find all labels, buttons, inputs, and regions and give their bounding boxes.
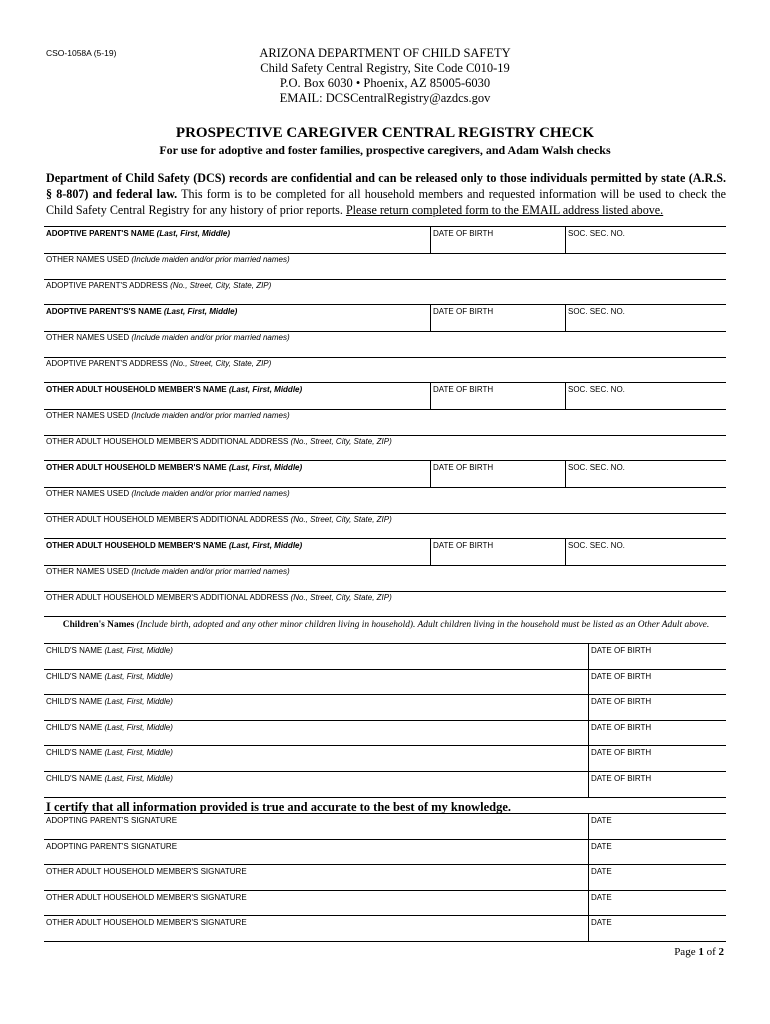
children-title: Children's Names [62,620,135,630]
child-dob-label: DATE OF BIRTH [591,723,652,732]
column-divider [565,460,566,487]
dob-label: DATE OF BIRTH [433,307,494,316]
intro-bold: Department of Child Safety (DCS) records are confidential and can be released only to those individuals permitted by state (A.R.S. § 8-807) and federal law. [46,171,726,201]
child-name-hint: (Last, First, Middle) [104,723,173,732]
adoptive-parent-2-dob-field[interactable] [433,307,493,317]
name-hint: (Last, First, Middle) [163,307,238,316]
row-divider [44,941,726,942]
child-dob-label: DATE OF BIRTH [591,774,652,783]
address-hint: (No., Street, City, State, ZIP) [290,515,392,524]
ssn-label: SOC. SEC. NO. [568,385,625,394]
signature-1-field[interactable] [46,816,177,826]
signature-label: OTHER ADULT HOUSEHOLD MEMBER'S SIGNATURE [46,893,247,902]
signature-label: OTHER ADULT HOUSEHOLD MEMBER'S SIGNATURE [46,918,247,927]
form-title: PROSPECTIVE CAREGIVER CENTRAL REGISTRY CHECK [175,125,595,141]
row-divider [44,565,726,566]
child-3-name-field[interactable] [46,697,173,707]
row-divider [44,915,726,916]
page-prefix: Page [674,946,699,958]
address-label: ADOPTIVE PARENT'S ADDRESS [46,359,168,368]
child-6-name-field[interactable] [46,774,173,784]
name-hint: (Last, First, Middle) [156,229,231,238]
signature-2-field[interactable] [46,842,177,852]
adoptive-parent-2-name-field[interactable] [46,307,237,317]
name-hint: (Last, First, Middle) [228,541,303,550]
certification-statement: I certify that all information provided is true and accurate to the best of my knowledge. [46,800,512,814]
address-hint: (No., Street, City, State, ZIP) [290,437,392,446]
row-divider [44,591,726,592]
other-names-hint: (Include maiden and/or prior married names) [131,411,290,420]
child-name-label: CHILD'S NAME [46,672,103,681]
column-divider [588,669,589,694]
other-adult-2-ssn-field[interactable] [568,463,625,473]
other-names-hint: (Include maiden and/or prior married names) [131,567,290,576]
child-4-name-field[interactable] [46,723,173,733]
column-divider [588,720,589,745]
ssn-label: SOC. SEC. NO. [568,541,625,550]
agency-line: Child Safety Central Registry, Site Code C010-19 [260,61,510,75]
column-divider [588,813,589,839]
column-divider [588,643,589,669]
column-divider [565,226,566,253]
date-label: DATE [591,816,612,825]
other-adult-2-other-names-field[interactable] [46,489,290,499]
address-hint: (No., Street, City, State, ZIP) [170,281,272,290]
other-adult-1-ssn-field[interactable] [568,385,625,395]
signature-2-date-field[interactable] [591,842,612,852]
other-adult-3-name-field[interactable] [46,541,302,551]
other-adult-1-address-field[interactable] [46,437,392,447]
child-5-dob-field[interactable] [591,748,651,758]
adoptive-parent-1-name-field[interactable] [46,229,230,239]
name-hint: (Last, First, Middle) [228,385,303,394]
row-divider [44,382,726,383]
column-divider [430,460,431,487]
column-divider [565,538,566,565]
adoptive-parent-1-dob-field[interactable] [433,229,493,239]
agency-line: EMAIL: DCSCentralRegistry@azdcs.gov [279,91,491,105]
form-code: CSO-1058A (5-19) [46,48,117,58]
adoptive-parent-1-ssn-field[interactable] [568,229,625,239]
row-divider [44,487,726,488]
date-label: DATE [591,918,612,927]
other-adult-2-name-field[interactable] [46,463,302,473]
address-hint: (No., Street, City, State, ZIP) [290,593,392,602]
dob-label: DATE OF BIRTH [433,385,494,394]
signature-3-field[interactable] [46,867,247,877]
column-divider [430,382,431,409]
address-label: OTHER ADULT HOUSEHOLD MEMBER'S ADDITIONAL ADDRESS [46,515,289,524]
row-divider [44,279,726,280]
child-4-dob-field[interactable] [591,723,651,733]
page-current: 1 [698,946,704,958]
adoptive-parent-2-ssn-field[interactable] [568,307,625,317]
adoptive-parent-2-address-field[interactable] [46,359,271,369]
address-hint: (No., Street, City, State, ZIP) [170,359,272,368]
signature-label: ADOPTING PARENT'S SIGNATURE [46,842,178,851]
page-number [674,946,724,958]
other-adult-3-other-names-field[interactable] [46,567,290,577]
column-divider [588,694,589,720]
child-2-dob-field[interactable] [591,672,651,682]
signature-3-date-field[interactable] [591,867,612,877]
date-label: DATE [591,867,612,876]
name-label: ADOPTIVE PARENT'S NAME [46,229,155,238]
column-divider [430,304,431,331]
signature-1-date-field[interactable] [591,816,612,826]
name-label: OTHER ADULT HOUSEHOLD MEMBER'S NAME [46,385,227,394]
row-divider [44,839,726,840]
child-name-label: CHILD'S NAME [46,697,103,706]
child-name-hint: (Last, First, Middle) [104,672,173,681]
child-5-name-field[interactable] [46,748,173,758]
children-hint: (Include birth, adopted and any other minor children living in household). Adult children living in the household must be listed as an Other Adult above. [136,620,710,630]
signature-5-date-field[interactable] [591,918,612,928]
child-name-hint: (Last, First, Middle) [104,748,173,757]
row-divider [44,538,726,539]
row-divider [44,513,726,514]
row-divider [44,864,726,865]
child-1-name-field[interactable] [46,646,173,656]
dob-label: DATE OF BIRTH [433,463,494,472]
child-name-label: CHILD'S NAME [46,646,103,655]
signature-4-date-field[interactable] [591,893,612,903]
row-divider [44,435,726,436]
child-name-label: CHILD'S NAME [46,774,103,783]
other-adult-3-address-field[interactable] [46,593,392,603]
signature-label: ADOPTING PARENT'S SIGNATURE [46,816,178,825]
row-divider [44,694,726,695]
date-label: DATE [591,893,612,902]
child-2-name-field[interactable] [46,672,173,682]
column-divider [588,745,589,771]
column-divider [588,771,589,797]
other-names-hint: (Include maiden and/or prior married names) [131,255,290,264]
column-divider [430,226,431,253]
other-adult-3-ssn-field[interactable] [568,541,625,551]
row-divider [44,226,726,227]
adoptive-parent-2-other-names-field[interactable] [46,333,290,343]
agency-line: P.O. Box 6030 • Phoenix, AZ 85005-6030 [279,76,491,90]
row-divider [44,797,726,798]
row-divider [44,331,726,332]
row-divider [44,771,726,772]
child-name-hint: (Last, First, Middle) [104,646,173,655]
other-adult-1-name-field[interactable] [46,385,302,395]
form-subtitle: For use for adoptive and foster families, prospective caregivers, and Adam Walsh checks [159,143,611,157]
other-names-label: OTHER NAMES USED [46,567,130,576]
row-divider [44,304,726,305]
adoptive-parent-1-address-field[interactable] [46,281,271,291]
row-divider [44,409,726,410]
other-adult-2-dob-field[interactable] [433,463,493,473]
row-divider [44,643,726,644]
other-adult-2-address-field[interactable] [46,515,392,525]
dob-label: DATE OF BIRTH [433,541,494,550]
address-label: OTHER ADULT HOUSEHOLD MEMBER'S ADDITIONAL ADDRESS [46,437,289,446]
other-names-label: OTHER NAMES USED [46,489,130,498]
agency-line: ARIZONA DEPARTMENT OF CHILD SAFETY [259,46,511,60]
other-names-label: OTHER NAMES USED [46,333,130,342]
children-note [46,620,726,631]
row-divider [44,616,726,617]
child-dob-label: DATE OF BIRTH [591,646,652,655]
row-divider [44,745,726,746]
row-divider [44,720,726,721]
other-names-label: OTHER NAMES USED [46,411,130,420]
page-total: 2 [718,946,724,958]
column-divider [430,538,431,565]
other-names-label: OTHER NAMES USED [46,255,130,264]
signature-4-field[interactable] [46,893,247,903]
child-name-hint: (Last, First, Middle) [104,774,173,783]
address-label: ADOPTIVE PARENT'S ADDRESS [46,281,168,290]
row-divider [44,890,726,891]
other-adult-1-dob-field[interactable] [433,385,493,395]
name-label: ADOPTIVE PARENT'S'S NAME [46,307,162,316]
column-divider [565,304,566,331]
other-names-hint: (Include maiden and/or prior married names) [131,333,290,342]
row-divider [44,813,726,814]
name-label: OTHER ADULT HOUSEHOLD MEMBER'S NAME [46,463,227,472]
row-divider [44,357,726,358]
row-divider [44,669,726,670]
address-label: OTHER ADULT HOUSEHOLD MEMBER'S ADDITIONAL ADDRESS [46,593,289,602]
child-name-hint: (Last, First, Middle) [104,697,173,706]
row-divider [44,253,726,254]
child-name-label: CHILD'S NAME [46,723,103,732]
child-name-label: CHILD'S NAME [46,748,103,757]
other-names-hint: (Include maiden and/or prior married names) [131,489,290,498]
date-label: DATE [591,842,612,851]
child-dob-label: DATE OF BIRTH [591,697,652,706]
intro-paragraph [46,170,726,218]
adoptive-parent-1-other-names-field[interactable] [46,255,290,265]
column-divider [588,864,589,890]
child-1-dob-field[interactable] [591,646,651,656]
other-adult-3-dob-field[interactable] [433,541,493,551]
ssn-label: SOC. SEC. NO. [568,307,625,316]
intro-underlined: Please return completed form to the EMAIL address listed above. [345,203,664,217]
signature-label: OTHER ADULT HOUSEHOLD MEMBER'S SIGNATURE [46,867,247,876]
child-dob-label: DATE OF BIRTH [591,672,652,681]
agency-header [0,46,770,106]
other-adult-1-other-names-field[interactable] [46,411,290,421]
page-of: of [703,946,719,958]
child-6-dob-field[interactable] [591,774,651,784]
column-divider [565,382,566,409]
column-divider [588,890,589,915]
name-label: OTHER ADULT HOUSEHOLD MEMBER'S NAME [46,541,227,550]
intro-text: This form is to be completed for all household members and requested information will be used to check the Child Safety Central Registry for any history of prior reports. [46,187,726,217]
child-dob-label: DATE OF BIRTH [591,748,652,757]
dob-label: DATE OF BIRTH [433,229,494,238]
column-divider [588,915,589,941]
column-divider [588,839,589,864]
row-divider [44,460,726,461]
child-3-dob-field[interactable] [591,697,651,707]
ssn-label: SOC. SEC. NO. [568,229,625,238]
name-hint: (Last, First, Middle) [228,463,303,472]
signature-5-field[interactable] [46,918,247,928]
ssn-label: SOC. SEC. NO. [568,463,625,472]
